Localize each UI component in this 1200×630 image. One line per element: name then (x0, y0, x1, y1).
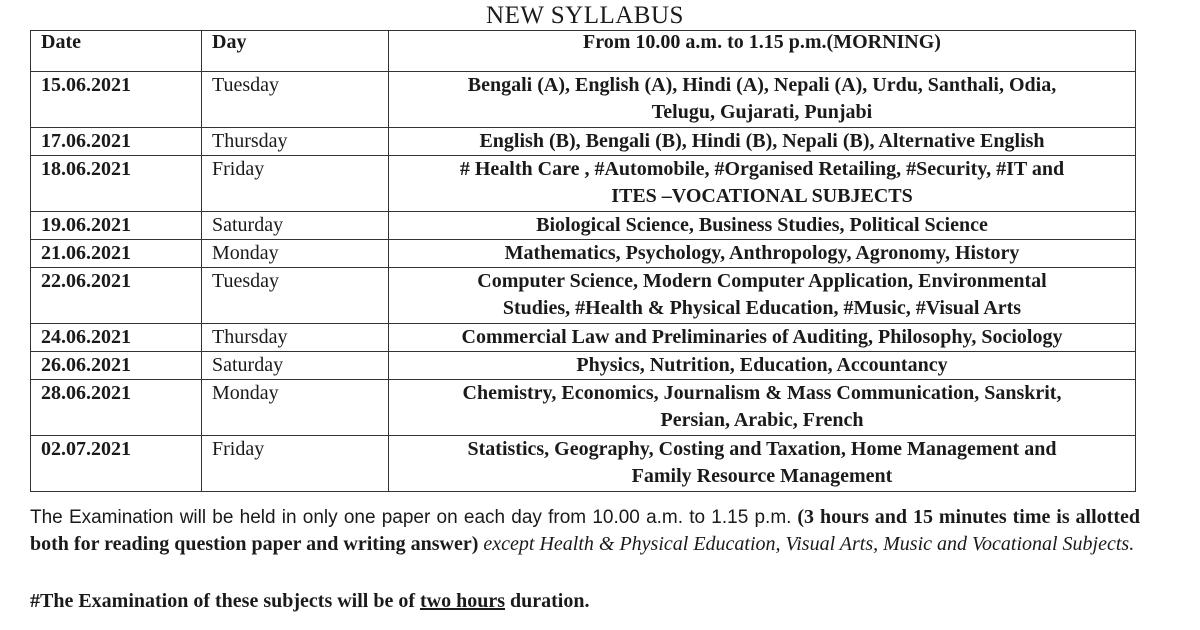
row-date: 19.06.2021 (31, 212, 202, 240)
row-subjects (389, 240, 1136, 268)
row-date: 22.06.2021 (31, 268, 202, 324)
row-day: Thursday (202, 324, 389, 352)
row-day: Tuesday (202, 72, 389, 128)
note-bold: (3 hours and 15 minutes time is allotted both for reading question paper and writing answer) (30, 506, 1140, 555)
duration-note-suffix: duration. (505, 590, 590, 612)
row-day: Tuesday (202, 268, 389, 324)
subjects-line-2: Family Resource Management (631, 465, 893, 487)
row-subjects (389, 72, 1136, 128)
note-plain: The Examination will be held in only one paper on each day from 10.00 a.m. to 1.15 p.m. (30, 507, 792, 528)
row-date: 21.06.2021 (31, 240, 202, 268)
subjects-line-1: # Health Care , #Automobile, #Organised Retailing, #Security, #IT and (459, 158, 1065, 180)
subjects-line-1: Chemistry, Economics, Journalism & Mass Communication, Sanskrit, (462, 382, 1062, 404)
subjects-line-1: Physics, Nutrition, Education, Accountancy (576, 354, 948, 376)
row-date: 15.06.2021 (31, 72, 202, 128)
header-date: Date (31, 31, 202, 72)
exam-schedule-table (30, 30, 1136, 492)
table-row (31, 436, 1136, 492)
row-date: 02.07.2021 (31, 436, 202, 492)
row-day: Thursday (202, 128, 389, 156)
subjects-line-1: Bengali (A), English (A), Hindi (A), Nepali (A), Urdu, Santhali, Odia, (467, 74, 1057, 96)
row-day: Friday (202, 156, 389, 212)
row-date: 24.06.2021 (31, 324, 202, 352)
row-subjects (389, 324, 1136, 352)
table-row (31, 380, 1136, 436)
subjects-line-1: Statistics, Geography, Costing and Taxation, Home Management and (467, 438, 1057, 460)
subjects-line-2: ITES –VOCATIONAL SUBJECTS (611, 185, 913, 207)
duration-note (30, 590, 589, 613)
row-subjects (389, 128, 1136, 156)
subjects-line-1: Commercial Law and Preliminaries of Auditing, Philosophy, Sociology (461, 326, 1063, 348)
subjects-line-2: Studies, #Health & Physical Education, #Music, #Visual Arts (502, 297, 1022, 319)
subjects-line-1: Computer Science, Modern Computer Application, Environmental (477, 270, 1047, 292)
table-row (31, 352, 1136, 380)
table-row (31, 156, 1136, 212)
table-row (31, 240, 1136, 268)
row-day: Monday (202, 240, 389, 268)
table-row (31, 268, 1136, 324)
duration-note-underlined: two hours (420, 590, 506, 612)
row-subjects (389, 380, 1136, 436)
row-date: 17.06.2021 (31, 128, 202, 156)
row-subjects (389, 156, 1136, 212)
row-date: 28.06.2021 (31, 380, 202, 436)
table-row (31, 212, 1136, 240)
row-subjects (389, 268, 1136, 324)
row-day: Saturday (202, 352, 389, 380)
subjects-line-2: Telugu, Gujarati, Punjabi (651, 101, 873, 123)
subjects-line-1: Mathematics, Psychology, Anthropology, Agronomy, History (504, 242, 1020, 264)
table-row (31, 128, 1136, 156)
row-subjects (389, 436, 1136, 492)
header-time: From 10.00 a.m. to 1.15 p.m.(MORNING) (389, 31, 1136, 72)
row-date: 26.06.2021 (31, 352, 202, 380)
page-title: NEW SYLLABUS (486, 2, 684, 29)
row-day: Monday (202, 380, 389, 436)
table-header-row (31, 31, 1136, 72)
subjects-line-2: Persian, Arabic, French (660, 409, 864, 431)
row-subjects (389, 212, 1136, 240)
table-row (31, 72, 1136, 128)
row-day: Saturday (202, 212, 389, 240)
exam-note (30, 504, 1140, 557)
subjects-line-1: Biological Science, Business Studies, Political Science (536, 214, 988, 236)
row-day: Friday (202, 436, 389, 492)
note-italic: except Health & Physical Education, Visual Arts, Music and Vocational Subjects. (478, 533, 1135, 555)
table-row (31, 324, 1136, 352)
row-subjects (389, 352, 1136, 380)
row-date: 18.06.2021 (31, 156, 202, 212)
duration-note-prefix: #The Examination of these subjects will be of (30, 590, 420, 612)
header-day: Day (202, 31, 389, 72)
subjects-line-1: English (B), Bengali (B), Hindi (B), Nepali (B), Alternative English (479, 130, 1045, 152)
